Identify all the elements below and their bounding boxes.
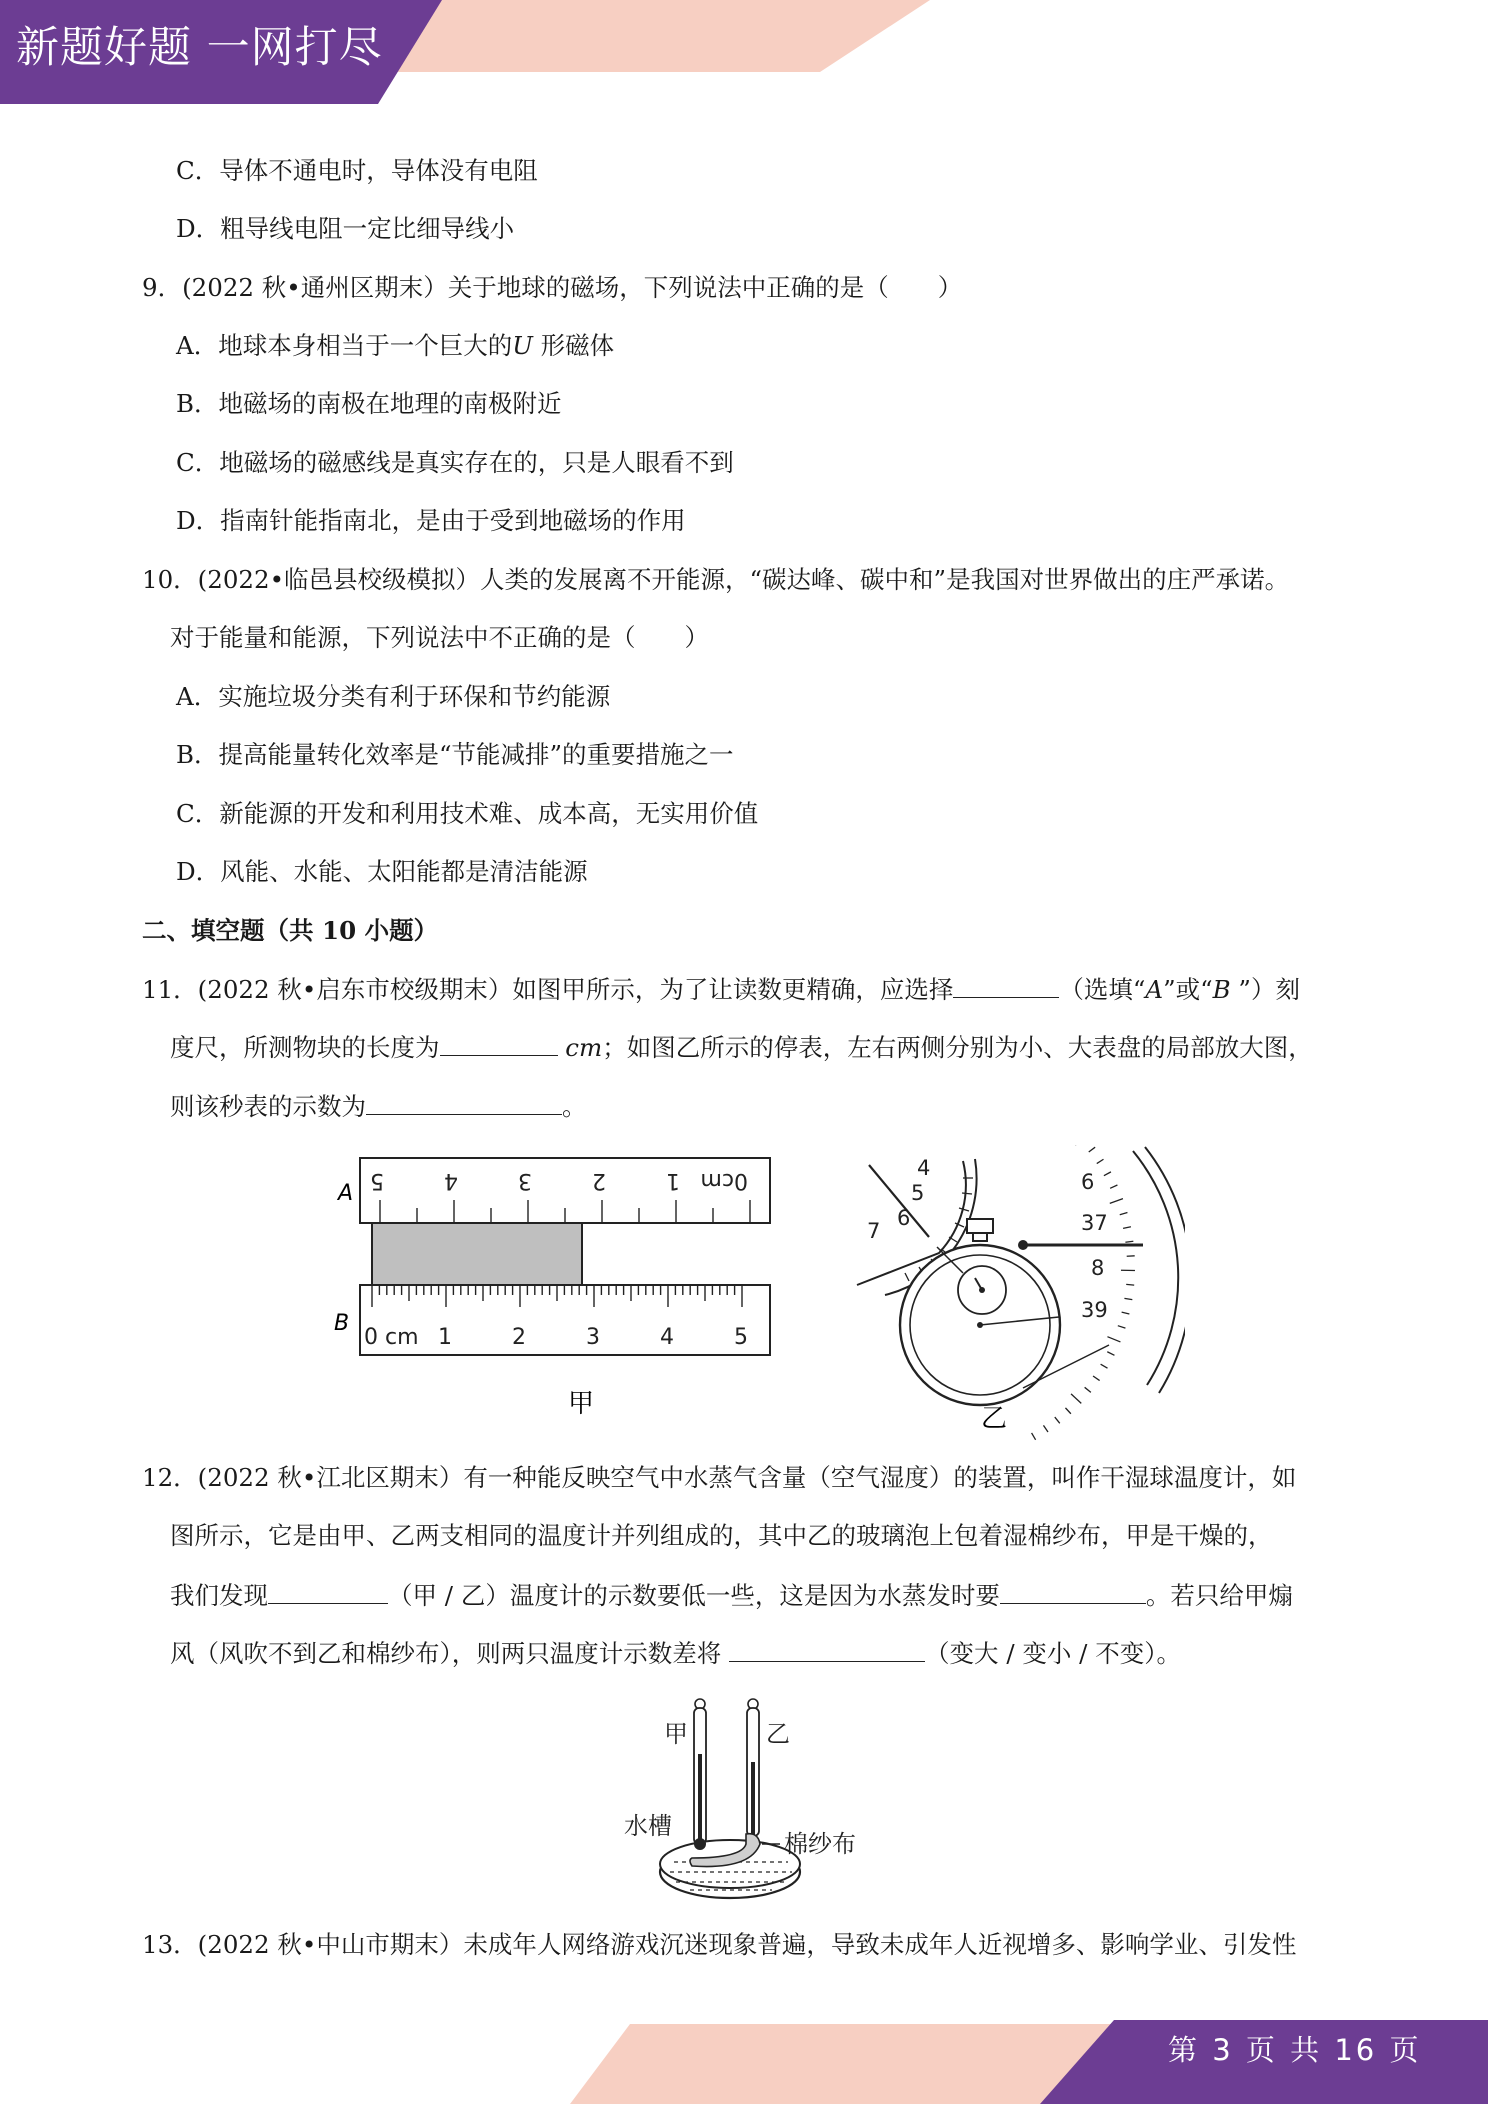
ruler-b-tick-5: 5 [734,1325,748,1350]
hygrometer-figure [618,1694,878,1914]
figure-yi-label: 乙 [981,1404,1008,1434]
small-dial-label-5: 5 [911,1181,925,1205]
hygrometer-label-water: 水槽 [624,1812,672,1840]
q12-blank-3[interactable] [729,1637,925,1662]
hygrometer-label-yi: 乙 [766,1720,790,1748]
q8-option-d: D．粗导线电阻一定比细导线小 [176,214,515,243]
q12-line4: 风（风吹不到乙和棉纱布），则两只温度计示数差将 （变大 / 变小 / 不变）。 [170,1639,1181,1668]
header-title: 新题好题 一网打尽 [16,23,383,73]
big-dial-label-6: 6 [1081,1170,1095,1194]
q12-line2: 图所示，它是由甲、乙两支相同的温度计并列组成的，其中乙的玻璃泡上包着湿棉纱布，甲是干燥的， [170,1521,1273,1550]
q12-blank-2[interactable] [1000,1579,1146,1604]
q11-blank-3[interactable] [366,1090,562,1115]
q11-line3: 则该秒表的示数为 。 [170,1092,587,1121]
ruler-figure [320,1150,780,1430]
measured-block [372,1223,582,1285]
big-dial-label-39: 39 [1081,1298,1108,1322]
q10-stem-line2: 对于能量和能源，下列说法中不正确的是（ ） [170,623,709,652]
ruler-a-tick-1: 1 [666,1168,680,1193]
q8-option-c: C．导体不通电时，导体没有电阻 [176,156,538,185]
q9-option-d: D．指南针能指南北，是由于受到地磁场的作用 [176,506,686,535]
ruler-a-tick-0cm: 0cm [700,1168,748,1193]
q11-blank-1[interactable] [953,973,1059,998]
q9-stem: 9．(2022 秋•通州区期末）关于地球的磁场，下列说法中正确的是（ ） [142,273,963,302]
q10-option-c: C．新能源的开发和利用技术难、成本高，无实用价值 [176,799,759,828]
ruler-b-label: B [334,1311,350,1336]
ruler-b-tick-2: 2 [512,1325,526,1350]
q11-blank-2[interactable] [440,1031,558,1056]
ruler-b-tick-4: 4 [660,1325,674,1350]
hygrometer-label-cloth: 棉纱布 [784,1830,856,1858]
ruler-a-tick-5: 5 [370,1168,384,1193]
q9-option-b: B．地磁场的南极在地理的南极附近 [176,389,562,418]
stopwatch-figure [845,1145,1185,1445]
q10-option-b: B．提高能量转化效率是“节能减排”的重要措施之一 [176,740,734,769]
q12-blank-1[interactable] [268,1579,388,1604]
small-dial-label-7: 7 [867,1219,881,1243]
q11-line1: 11．(2022 秋•启东市校级期末）如图甲所示，为了让读数更精确，应选择 （选填“A”或“B ”）刻 [142,975,1300,1004]
q12-line3: 我们发现 （甲 / 乙）温度计的示数要低一些，这是因为水蒸发时要 。若只给甲煽 [170,1581,1293,1610]
small-dial-label-6: 6 [897,1206,911,1230]
q12-line1: 12．(2022 秋•江北区期末）有一种能反映空气中水蒸气含量（空气湿度）的装置，叫作干湿球温度计，如 [142,1463,1297,1492]
ruler-b-tick-3: 3 [586,1325,600,1350]
figure-jia-label: 甲 [568,1389,595,1419]
page-number: 第 3 页 共 16 页 [1168,2033,1422,2067]
ruler-a-tick-4: 4 [444,1168,458,1193]
section-title: 二、填空题（共 10 小题） [142,916,439,945]
small-dial-label-4: 4 [917,1156,931,1180]
ruler-b-tick-0: 0 cm [364,1325,419,1350]
stopwatch-crown [967,1219,993,1233]
ruler-b-tick-1: 1 [438,1325,452,1350]
big-dial-label-37: 37 [1081,1211,1108,1235]
ruler-b [360,1285,770,1355]
ruler-a-tick-2: 2 [592,1168,606,1193]
q9-option-a: A．地球本身相当于一个巨大的U 形磁体 [176,331,615,360]
q13-line1: 13．(2022 秋•中山市期末）未成年人网络游戏沉迷现象普遍，导致未成年人近视增多、影响学业、引发性 [142,1930,1297,1959]
hygrometer-label-jia: 甲 [664,1720,688,1748]
ruler-a-label: A [338,1181,354,1206]
big-dial-label-8: 8 [1091,1256,1105,1280]
q11-line2: 度尺，所测物块的长度为 cm；如图乙所示的停表，左右两侧分别为小、大表盘的局部放大图， [170,1033,1313,1062]
q10-stem-line1: 10．(2022•临邑县校级模拟）人类的发展离不开能源，“碳达峰、碳中和”是我国对世界做出的庄严承诺。 [142,565,1290,594]
q9-option-c: C．地磁场的磁感线是真实存在的，只是人眼看不到 [176,448,734,477]
q10-option-a: A．实施垃圾分类有利于环保和节约能源 [176,682,611,711]
q10-option-d: D．风能、水能、太阳能都是清洁能源 [176,857,588,886]
ruler-a-tick-3: 3 [518,1168,532,1193]
